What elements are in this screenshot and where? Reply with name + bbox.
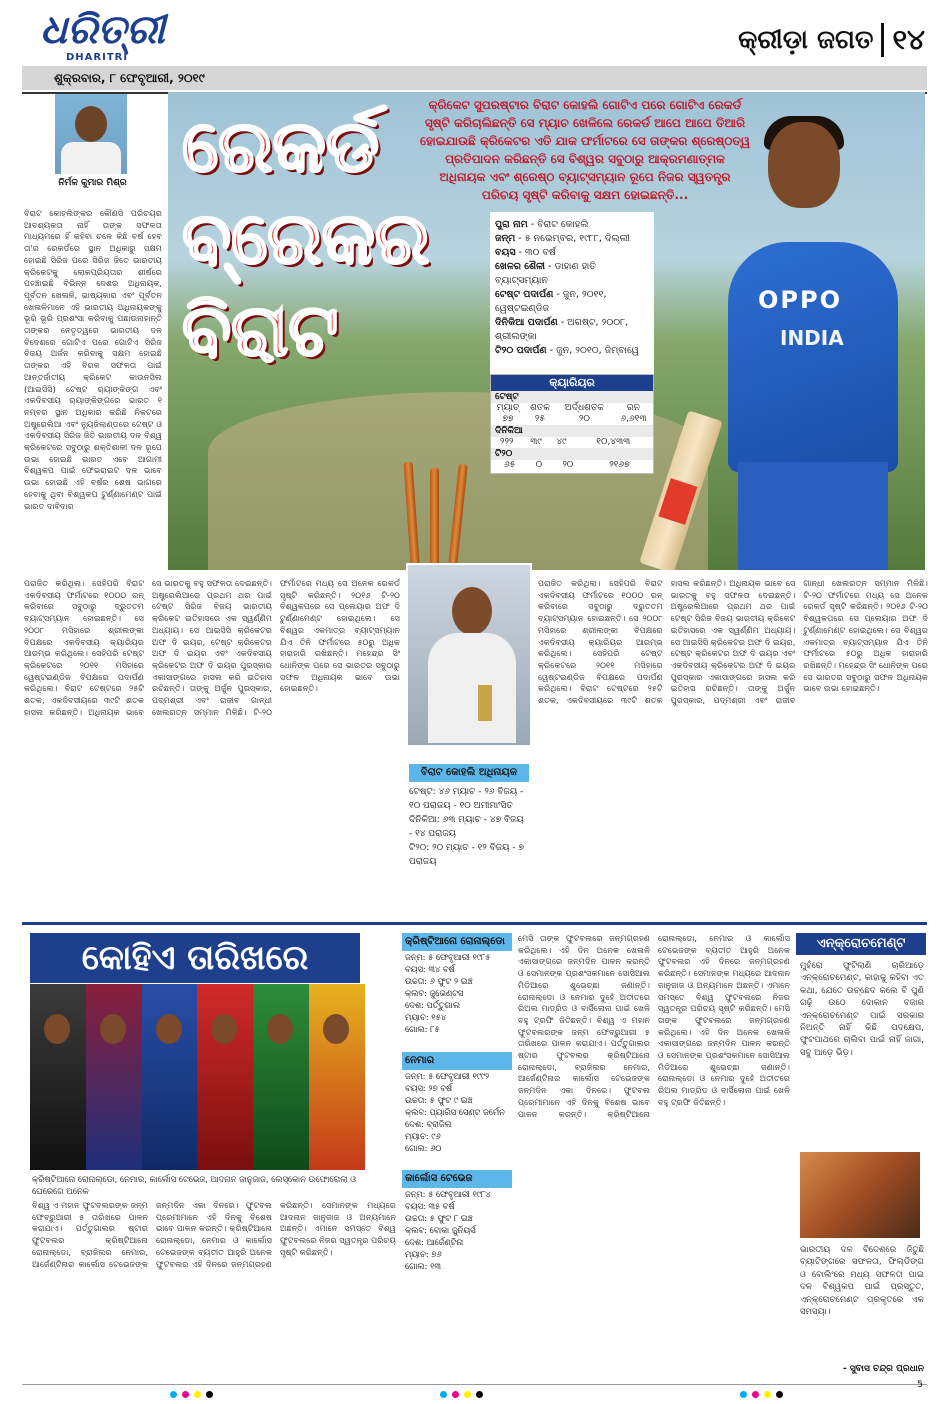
inset-shirt	[428, 633, 516, 743]
main-headline	[182, 100, 430, 376]
captain-title: ବିରାଟ କୋହଲି ଅଧିନାୟକ	[409, 764, 529, 782]
main-story-text: ବିରାଟ କୋହଲିଙ୍କର କୌଣସି ପରିଚୟର ଆବଶ୍ୟକତା ନାହିଁ ତାଙ୍କ ସଫଳତା ମାଧ୍ୟମରେ ହିଁ କହିବା ଚଳେ କିଛି ବର୍ଷ ହେବ ତା'ର ରେକର୍ଡରେ ସ୍ଥାନ ଅଧିକାରୁ ସକ୍ଷମ ହୋଇଛି ସିରିଜ ପରେ ସିରିଜ ଜିତେ ଭାରତୀୟ କ୍ରିକେଟକୁ ଲୋକପ୍ରିୟତାର ଶୀର୍ଷରେ ପହଞ୍ଚାଇଛି ବିଭିନ୍ନ ଦେଶର ଅଧିନାୟକ, ପୂର୍ବତନ ଖେଳାଳି, ଭାଷ୍ୟକାର ଏବଂ ପୂର୍ବତନ ଖେଳାଳିମାନେ ଏହି ଭାରତୀୟ ଅଧିନାୟକଙ୍କୁ ଭୂରି ଭୂରି ପ୍ରଶଂସା କରିବାକୁ ପଛାଉନାହାନ୍ତି ତାଙ୍କର ନେତୃତ୍ୱରେ ଭାରତୀୟ ଦଳ ବିଦେଶରେ ଗୋଟିଏ ପରେ ଗୋଟିଏ ସିରିଜ ବିଜୟ ଅର୍ଜନ କରିବାକୁ ସକ୍ଷମ ହୋଇଛି ତାଙ୍କର ଏହି ବିରଳ ସଫଳତା ପାଇଁ ଆନ୍ତର୍ଜାତୀୟ କ୍ରିକେଟ କାଉନସିଲ (ଆଇସିସି) ଟେଷ୍ଟ ର‍୍ୟାଙ୍କିଙ୍ଗ ଏବଂ ଏକଦିବସୀୟ ର‍୍ୟାଙ୍କିଙ୍ଗରେ ଭାରତ ୧ ନମ୍ବର ସ୍ଥାନ ଅଧିକାର କରିଛି ନିକଟରେ ଅଷ୍ଟ୍ରେଲିଆ ଏବଂ ନ୍ୟୁଜିଲାଣ୍ଡରେ ଟେଷ୍ଟ ଓ ଏକଦିବସୀୟ ସିରିଜ ଜିତି ଭାରତୀୟ ଦଳ ବିଶ୍ୱ କ୍ରିକେଟରେ ସବୁଠାରୁ ଶକ୍ତିଶାଳୀ ଦଳ ରୂପେ ଉଭା ହୋଇଛି ଭାରତ ଏବେ ଆଗାମୀ ବିଶ୍ୱକପ ପାଇଁ ଫେଭରାଇଟ ଦଳ ଭାବେ ଉଭା ହୋଇଛି ଏହି ବର୍ଷର ଶେଷ ଭାଗରେ ହେବାକୁ ଥିବା ବିଶ୍ୱକପ ଟୁର୍ଣ୍ଣାମେଣ୍ଟ ପାଇଁ ଭାରତ ଦାବିଦାର	[24, 208, 162, 511]
player-januzaj	[197, 984, 253, 1170]
inset-head	[452, 587, 492, 635]
captain-line: ଟି୨୦: ୨୦ ମ୍ୟାଚ - ୧୨ ବିଜୟ - ୭ ପରାଜୟ	[409, 843, 524, 867]
dateline	[22, 66, 927, 90]
encroach-poem-2: ଭାରତୀୟ ଦଳ ବିଦେଶରେ ଜିତୁଛି ବ୍ୟାଟିଙ୍ଗରେ ସଫଳତା, ଫିଲ୍ଡିଙ୍ଗ ଓ ବୋଲିଂରେ ମଧ୍ୟ ସଫଳତା ପାଇ ଦଳ ବିଶ୍ୱକପ ପାଇଁ ପ୍ରସ୍ତୁତ, ଏନ୍‌କ୍ରୋଚମେଣ୍ଟ ପ୍ରକୃତରେ ଏକ ସମସ୍ୟା।	[800, 1245, 924, 1318]
jersey-country: INDIA	[780, 326, 844, 350]
career-header: କ୍ୟାରିୟର	[491, 375, 653, 391]
trophy-icon	[478, 685, 492, 721]
footballers-photo	[30, 984, 365, 1170]
author-face	[75, 106, 107, 142]
profile-row: ଦିନିକିଆ ପଦାର୍ପଣ - ଅଗଷ୍ଟ, ୨୦୦୮, ଶ୍ରୀଲଙ୍କା	[495, 317, 629, 342]
footballer-name: କାର୍ଲୋସ ଟେଭେଜ	[402, 1170, 512, 1188]
headline-line-3: ବିରାଟ	[182, 288, 339, 372]
career-odi-table: ୨୨୨ ୩୯ ୪୯ ୧୦,୪୩୩	[500, 437, 631, 447]
career-test-table: ମ୍ୟାଚ୍ ଶତକ ଅର୍ଦ୍ଧଶତକ ରନ ୭୭ ୨୫ ୨୦ ୬,୬୧୩	[496, 403, 647, 424]
jersey-sponsor: OPPO	[758, 286, 842, 314]
player-neymar	[86, 984, 142, 1170]
profile-row: ଟେଷ୍ଟ ପଦାର୍ପଣ - ଜୁନ, ୨୦୧୧, ୱେଷ୍ଟଇଣ୍ଡିଜ	[495, 289, 607, 314]
registration-marks	[440, 1391, 500, 1399]
career-section-odi: ଦିନିକିଆ	[491, 425, 653, 437]
footballer-name: କ୍ରିଷ୍ଟିଆନୋ ରୋନାଲ୍ଡୋ	[402, 933, 512, 951]
section-divider	[22, 922, 927, 925]
captain-line: ଦିନିକିଆ: ୬୩ ମ୍ୟାଚ - ୪୭ ବିଜୟ - ୧୪ ପରାଜୟ	[409, 815, 524, 839]
player-green	[253, 984, 309, 1170]
player-jersey	[728, 242, 898, 472]
registration-marks	[740, 1391, 800, 1399]
career-section-t20: ଟି୨୦	[491, 448, 653, 460]
profile-row: ଜନ୍ମ - ୫ ନଭେମ୍ବର, ୧୯୮୮, ଦିଲ୍ଲୀ	[495, 233, 631, 244]
player-ronaldo	[30, 984, 86, 1170]
profile-row: ଖେଳର ଶୈଳୀ - ଡାହାଣ ହାତି ବ୍ୟାଟ୍ସମ୍ୟାନ	[495, 261, 597, 286]
main-story-intro: କ୍ରିକେଟ ସୁପରଷ୍ଟାର ବିରାଟ କୋହଲି ଗୋଟିଏ ପରେ ଗୋଟିଏ ରେକର୍ଡ ସୃଷ୍ଟି କରିଚାଲିଛନ୍ତି ସେ ମ୍ୟାଚ ଖେଳିଲେ ରେକର୍ଡ ଆପେ ଆପେ ତିଆରି ହୋଇଯାଉଛି କ୍ରିକେଟର ଏତି ଯାକ ଫର୍ମାଟରେ ସେ ତାଙ୍କର ଶ୍ରେଷ୍ଠତ୍ୱ ପ୍ରତିପାଦନ କରିଛନ୍ତି ସେ ବିଶ୍ୱର ସବୁଠାରୁ ଆକ୍ରମଣାତ୍ମକ ଅଧିନାୟକ ଏବଂ ଶ୍ରେଷ୍ଠ ବ୍ୟାଟ୍ସମ୍ୟାନ ରୂପେ ନିଜର ସ୍ୱତନ୍ତ୍ର ପରିଚୟ ସୃଷ୍ଟି କରିବାକୁ ସକ୍ଷମ ହୋଇଛନ୍ତି...	[420, 98, 751, 202]
birthday-text: ବିଶ୍ୱ ଏ ମହାନ ଫୁଟବଲରଙ୍କ ଜନ୍ମ ଫେବ୍ରୁଆରୀ ୫ ତାରିଖରେ ପାଳନ କରାଯାଏ। ପର୍ତ୍ତୁଗାଲର ଷ୍ଟାର ଫୁଟବଲର କ୍ରିଷ୍ଟିଆନୋ ରୋନାଲ୍ଡୋ, ବ୍ରାଜିଲର ନେମାର, ଆର୍ଜେଣ୍ଟିନାର କାର୍ଲୋସ ଟେଭେଜଙ୍କ ଜନ୍ମଦିନ ଏକା ଦିନରେ। ଫୁଟବଲ ପ୍ରେମୀମାନେ ଏହି ଦିନକୁ ବିଶେଷ ଭାବେ ପାଳନ କରନ୍ତି। କ୍ରିଷ୍ଟିଆନୋ ରୋନାଲ୍ଡୋ, ନେମାର ଓ କାର୍ଲୋସ ଟେଭେଜଙ୍କ ବ୍ୟତୀତ ଆହୁରି ଅନେକ ଫୁଟବଲର ଏହି ଦିନରେ ଜନ୍ମଗ୍ରହଣ କରିଛନ୍ତି। ସେମାନଙ୍କ ମଧ୍ୟରେ ଆଦନାନ ଜାନୁଜାଜ ଓ ଅନ୍ୟମାନେ ଅଛନ୍ତି। ଏମାନେ ସମସ୍ତେ ବିଶ୍ୱ ଫୁଟବଲରେ ନିଜର ସ୍ୱତନ୍ତ୍ର ପରିଚୟ ସୃଷ୍ଟି କରିଛନ୍ତି।	[32, 1200, 396, 1269]
photo-caption: କ୍ରିଷ୍ଟିଆନୋ ରୋନାଲ୍ଡୋ, ନେମାର, କାର୍ଲୋସ ଟେଭେଜ, ଆଦନାନ ଜାନୁଜାଜ, ଲେସ୍କୋନ ଉଫୋରୋଲା ଓ ଘେରେଗେ ଅନେକ	[32, 1174, 356, 1196]
author-photo	[55, 94, 127, 174]
stump-mid	[430, 468, 439, 570]
birthday-body	[32, 1200, 396, 1382]
page-number-header: ୧୪	[881, 23, 925, 57]
page-number: 5	[917, 1380, 923, 1390]
main-story-lower-left	[24, 578, 400, 916]
author-name: ନିର୍ମଳ କୁମାର ମିଶ୍ର	[58, 178, 127, 188]
encroach-photo	[800, 1152, 920, 1238]
captain-stats-box	[406, 762, 532, 872]
profile-row: ବୟସ - ୩୦ ବର୍ଷ	[495, 247, 556, 258]
author-shirt	[61, 142, 121, 174]
main-story-lower-text: ପରାଜିତ କରିଥିଲା। ସେହିପରି ବିରାଟ ଏକଦିବସୀୟ ଫର୍ମାଟରେ ୧୦୦୦ ରନ୍ କରିବାରେ ସବୁଠାରୁ ଦ୍ରୁତତମ ବ୍ୟାଟ୍ସମ୍ୟାନ ହୋଇଛନ୍ତି। ସେ ୨୦୦୮ ମସିହାରେ ଶ୍ରୀଲଙ୍କା ବିପକ୍ଷରେ ଏକଦିବସୀୟ କ୍ୟାରିୟର ଆରମ୍ଭ କରିଥିଲେ। ସେହିପରି ଟେଷ୍ଟ କ୍ରିକେଟରେ ୨୦୧୧ ମସିହାରେ ୱେଷ୍ଟଇଣ୍ଡିଜ ବିପକ୍ଷରେ ପଦାର୍ପଣ କରିଥିଲେ। ବିରାଟ ଟେଷ୍ଟରେ ୨୫ଟି ଶତକ, ଏକଦିବସୀୟରେ ୩୯ଟି ଶତକ ହାସଲ କରିଛନ୍ତି। ଅଧିନାୟକ ଭାବେ ସେ ଭାରତକୁ ବହୁ ସଫଳତା ଦେଇଛନ୍ତି। ଅଷ୍ଟ୍ରେଲିଆରେ ପ୍ରଥମ ଥର ପାଇଁ ଟେଷ୍ଟ ସିରିଜ ବିଜୟ ଭାରତୀୟ କ୍ରିକେଟ ଇତିହାସରେ ଏକ ସ୍ୱର୍ଣ୍ଣିମ ଅଧ୍ୟାୟ। ସେ ଆଇସିସି କ୍ରିକେଟର ଅଫ ଦି ଇୟର, ଟେଷ୍ଟ କ୍ରିକେଟର ଅଫ ଦି ଇୟର ଏବଂ ଏକଦିବସୀୟ କ୍ରିକେଟର ଅଫ ଦି ଇୟର ପୁରସ୍କାର ଏକାସାଙ୍ଗରେ ହାସଲ କରି ଇତିହାସ ରଚିଛନ୍ତି। ତାଙ୍କୁ ଅର୍ଜୁନ ପୁରସ୍କାର, ପଦ୍ମଶ୍ରୀ ଏବଂ ରାଜୀବ ଗାନ୍ଧୀ ଖେଲରତ୍ନ ସମ୍ମାନ ମିଳିଛି। ଟି-୨୦ ଫର୍ମାଟରେ ମଧ୍ୟ ସେ ଅନେକ ରେକର୍ଡ ସୃଷ୍ଟି କରିଛନ୍ତି। ୨୦୧୬ ଟି-୨୦ ବିଶ୍ୱକପରେ ସେ ପ୍ଲେୟାର ଅଫ ଦି ଟୁର୍ଣ୍ଣାମେଣ୍ଟ ହୋଇଥିଲେ। ସେ ବିଶ୍ୱର ଏକମାତ୍ର ବ୍ୟାଟ୍ସମ୍ୟାନ ଯିଏ ତିନି ଫର୍ମାଟରେ ୫୦ରୁ ଅଧିକ ହାରାହାରି ରଖିଛନ୍ତି। ମହେନ୍ଦ୍ର ସିଂ ଧୋନିଙ୍କ ପରେ ସେ ଭାରତର ସବୁଠାରୁ ସଫଳ ଅଧିନାୟକ ଭାବେ ଉଭା ହୋଇଛନ୍ତି।	[24, 578, 400, 717]
player-tevez	[142, 984, 198, 1170]
player-pants	[738, 462, 888, 570]
captain-line: ଟେଷ୍ଟ: ୪୬ ମ୍ୟାଚ - ୨୬ ବିଜୟ - ୧୦ ପରାଜୟ - ୧୦ ଅମୀମାଂସିତ	[409, 787, 524, 811]
profile-row: ଟି୨୦ ପଦାର୍ପଣ - ଜୁନ, ୨୦୧୦, ଜିମ୍ବାୱେ	[495, 345, 639, 356]
birthday-right-text: ମେସି ତାଙ୍କ ଫୁଟବଲରେ ଜନ୍ମଗ୍ରହଣ କରିଥିଲେ। ଏହି ଦିନ ଅନେକ ଖେଳାଳି ଏକାସାଙ୍ଗରେ ଜନ୍ମଦିନ ପାଳନ କରନ୍ତି ଓ ସେମାନଙ୍କ ପ୍ରଶଂସକମାନେ ସୋସିଆଲ ମିଡିଆରେ ଶୁଭେଚ୍ଛା ଜଣାନ୍ତି। ରୋନାଲ୍ଡୋ ଓ ନେମାର ଦୁହେଁ ଅତୀତରେ ରିଅଲ ମାଡ୍ରିଡ ଓ ବାର୍ସିଲୋନା ପାଇଁ ଖେଳି ବହୁ ଟ୍ରଫି ଜିତିଛନ୍ତି। ବିଶ୍ୱ ଏ ମହାନ ଫୁଟବଲରଙ୍କ ଜନ୍ମ ଫେବ୍ରୁଆରୀ ୫ ତାରିଖରେ ପାଳନ କରାଯାଏ। ପର୍ତ୍ତୁଗାଲର ଷ୍ଟାର ଫୁଟବଲର କ୍ରିଷ୍ଟିଆନୋ ରୋନାଲ୍ଡୋ, ବ୍ରାଜିଲର ନେମାର, ଆର୍ଜେଣ୍ଟିନାର କାର୍ଲୋସ ଟେଭେଜଙ୍କ ଜନ୍ମଦିନ ଏକା ଦିନରେ। ଫୁଟବଲ ପ୍ରେମୀମାନେ ଏହି ଦିନକୁ ବିଶେଷ ଭାବେ ପାଳନ କରନ୍ତି। କ୍ରିଷ୍ଟିଆନୋ ରୋନାଲ୍ଡୋ, ନେମାର ଓ କାର୍ଲୋସ ଟେଭେଜଙ୍କ ବ୍ୟତୀତ ଆହୁରି ଅନେକ ଫୁଟବଲର ଏହି ଦିନରେ ଜନ୍ମଗ୍ରହଣ କରିଛନ୍ତି। ସେମାନଙ୍କ ମଧ୍ୟରେ ଆଦନାନ ଜାନୁଜାଜ ଓ ଅନ୍ୟମାନେ ଅଛନ୍ତି। ଏମାନେ ସମସ୍ତେ ବିଶ୍ୱ ଫୁଟବଲରେ ନିଜର ସ୍ୱତନ୍ତ୍ର ପରିଚୟ ସୃଷ୍ଟି କରିଛନ୍ତି। ମେସି ତାଙ୍କ ଫୁଟବଲରେ ଜନ୍ମଗ୍ରହଣ କରିଥିଲେ। ଏହି ଦିନ ଅନେକ ଖେଳାଳି ଏକାସାଙ୍ଗରେ ଜନ୍ମଦିନ ପାଳନ କରନ୍ତି ଓ ସେମାନଙ୍କ ପ୍ରଶଂସକମାନେ ସୋସିଆଲ ମିଡିଆରେ ଶୁଭେଚ୍ଛା ଜଣାନ୍ତି। ରୋନାଲ୍ଡୋ ଓ ନେମାର ଦୁହେଁ ଅତୀତରେ ରିଅଲ ମାଡ୍ରିଡ ଓ ବାର୍ସିଲୋନା ପାଇଁ ଖେଳି ବହୁ ଟ୍ରଫି ଜିତିଛନ୍ତି।	[518, 933, 790, 1119]
encroach-poem: ମୁହଁରୋ ଫୁଟିଲାଣି ଚାରିଆଡ଼େ ଏନ୍‌କ୍ରୋଚମେଣ୍ଟ, କାହାକୁ କହିବା ଏତ କଥା, ଯେତେ ଉଚ୍ଛେଦ କଲେ ବି ପୁଣି ଗଢ଼ି ଉଠେ ଦୋକାନ ବଜାର ଏନ୍‌କ୍ରୋଚମେଣ୍ଟ ପାଇଁ ସରକାର ନିଅନ୍ତି ନାହିଁ କିଛି ପଦକ୍ଷେପ, ଫୁଟପାଥରେ ଚାଲିବା ପାଇଁ ନାହିଁ ଜାଗା, ସବୁ ଆଡ଼େ ଭିଡ଼।	[800, 961, 924, 1058]
footballer-box-1: କ୍ରିଷ୍ଟିଆନୋ ରୋନାଲ୍ଡୋ ଜନ୍ମ: ୫ ଫେବୃଆରୀ ୧୯୮୫ ବୟସ: ୩୪ ବର୍ଷ ଉଚ୍ଚତା: ୬ ଫୁଟ ୨ ଇଞ୍ଚ କ୍ଲବ: ଜୁଭେଣ୍ଟସ ଦେଶ: ପର୍ତ୍ତୁଗାଲ ମ୍ୟାଚ: ୧୫୪ ଗୋଲ: ୮୫	[402, 933, 512, 1035]
footballer-name: ନେମାର	[402, 1052, 512, 1070]
main-story-col1	[24, 208, 162, 570]
masthead-logo	[40, 8, 190, 66]
registration-marks	[170, 1391, 230, 1399]
career-section-test: ଟେଷ୍ଟ	[491, 391, 653, 403]
profile-row: ପୁରା ନାମ - ବିରାଟ କୋହଲି	[495, 219, 589, 230]
birthday-headline: କୋହିଏ ତାରିଖରେ	[30, 933, 360, 983]
footer-rule	[22, 1384, 927, 1385]
logo-sub: DHARITRI	[66, 52, 129, 63]
encroach-title: ଏନ୍‌କ୍ରୋଚମେଣ୍ଟ	[796, 933, 926, 955]
section-header	[738, 18, 925, 62]
encroach-byline: - ସୁବାସ ଚନ୍ଦ୍ର ପ୍ରଧାନ	[843, 1364, 924, 1374]
headline-line-1: ରେକର୍ଡ	[182, 104, 380, 188]
headline-line-2: ବ୍ରେକର	[182, 196, 430, 280]
profile-box	[490, 212, 654, 374]
main-story-lower-right	[538, 578, 928, 916]
footballer-box-3: କାର୍ଲୋସ ଟେଭେଜ ଜନ୍ମ: ୫ ଫେବୃଆରୀ ୧୯୮୪ ବୟସ: ୩୫ ବର୍ଷ ଉଚ୍ଚତା: ୫ ଫୁଟ ୮ ଇଞ୍ଚ କ୍ଲବ: ବୋକା ଜୁନିୟର୍ସ ଦେଶ: ଆର୍ଜେଣ୍ଟିନା ମ୍ୟାଚ: ୭୬ ଗୋଲ: ୧୩	[402, 1170, 512, 1272]
player-head	[768, 122, 840, 208]
section-name: କ୍ରୀଡ଼ା ଜଗତ	[738, 24, 874, 55]
career-t20-table: ୬୫ ୦ ୨୦ ୨୧୬୭	[503, 460, 630, 470]
logo-text: ଧରିତ୍ରୀ	[40, 6, 165, 53]
inset-photo	[406, 563, 532, 747]
career-table	[490, 374, 654, 474]
issue-date: ଶୁକ୍ରବାର, ୮ ଫେବୃଆରୀ, ୨୦୧୯	[54, 70, 205, 85]
player-yellow	[309, 984, 365, 1170]
main-story-lower-text-cont: ପରାଜିତ କରିଥିଲା। ସେହିପରି ବିରାଟ ଏକଦିବସୀୟ ଫର୍ମାଟରେ ୧୦୦୦ ରନ୍ କରିବାରେ ସବୁଠାରୁ ଦ୍ରୁତତମ ବ୍ୟାଟ୍ସମ୍ୟାନ ହୋଇଛନ୍ତି। ସେ ୨୦୦୮ ମସିହାରେ ଶ୍ରୀଲଙ୍କା ବିପକ୍ଷରେ ଏକଦିବସୀୟ କ୍ୟାରିୟର ଆରମ୍ଭ କରିଥିଲେ। ସେହିପରି ଟେଷ୍ଟ କ୍ରିକେଟରେ ୨୦୧୧ ମସିହାରେ ୱେଷ୍ଟଇଣ୍ଡିଜ ବିପକ୍ଷରେ ପଦାର୍ପଣ କରିଥିଲେ। ବିରାଟ ଟେଷ୍ଟରେ ୨୫ଟି ଶତକ, ଏକଦିବସୀୟରେ ୩୯ଟି ଶତକ ହାସଲ କରିଛନ୍ତି। ଅଧିନାୟକ ଭାବେ ସେ ଭାରତକୁ ବହୁ ସଫଳତା ଦେଇଛନ୍ତି। ଅଷ୍ଟ୍ରେଲିଆରେ ପ୍ରଥମ ଥର ପାଇଁ ଟେଷ୍ଟ ସିରିଜ ବିଜୟ ଭାରତୀୟ କ୍ରିକେଟ ଇତିହାସରେ ଏକ ସ୍ୱର୍ଣ୍ଣିମ ଅଧ୍ୟାୟ। ସେ ଆଇସିସି କ୍ରିକେଟର ଅଫ ଦି ଇୟର, ଟେଷ୍ଟ କ୍ରିକେଟର ଅଫ ଦି ଇୟର ଏବଂ ଏକଦିବସୀୟ କ୍ରିକେଟର ଅଫ ଦି ଇୟର ପୁରସ୍କାର ଏକାସାଙ୍ଗରେ ହାସଲ କରି ଇତିହାସ ରଚିଛନ୍ତି। ତାଙ୍କୁ ଅର୍ଜୁନ ପୁରସ୍କାର, ପଦ୍ମଶ୍ରୀ ଏବଂ ରାଜୀବ ଗାନ୍ଧୀ ଖେଲରତ୍ନ ସମ୍ମାନ ମିଳିଛି। ଟି-୨୦ ଫର୍ମାଟରେ ମଧ୍ୟ ସେ ଅନେକ ରେକର୍ଡ ସୃଷ୍ଟି କରିଛନ୍ତି। ୨୦୧୬ ଟି-୨୦ ବିଶ୍ୱକପରେ ସେ ପ୍ଲେୟାର ଅଫ ଦି ଟୁର୍ଣ୍ଣାମେଣ୍ଟ ହୋଇଥିଲେ। ସେ ବିଶ୍ୱର ଏକମାତ୍ର ବ୍ୟାଟ୍ସମ୍ୟାନ ଯିଏ ତିନି ଫର୍ମାଟରେ ୫୦ରୁ ଅଧିକ ହାରାହାରି ରଖିଛନ୍ତି। ମହେନ୍ଦ୍ର ସିଂ ଧୋନିଙ୍କ ପରେ ସେ ଭାରତର ସବୁଠାରୁ ସଫଳ ଅଧିନାୟକ ଭାବେ ଉଭା ହୋଇଛନ୍ତି।	[538, 578, 928, 706]
footballer-box-2: ନେମାର ଜନ୍ମ: ୫ ଫେବୃଆରୀ ୧୯୯୨ ବୟସ: ୨୭ ବର୍ଷ ଉଚ୍ଚତା: ୫ ଫୁଟ ୯ ଇଞ୍ଚ କ୍ଲବ: ପ୍ୟାରିସ ସେଣ୍ଟ ଜର୍ମେନ ଦେଶ: ବ୍ରାଜିଲ ମ୍ୟାଚ: ୯୬ ଗୋଲ: ୬୦	[402, 1052, 512, 1154]
